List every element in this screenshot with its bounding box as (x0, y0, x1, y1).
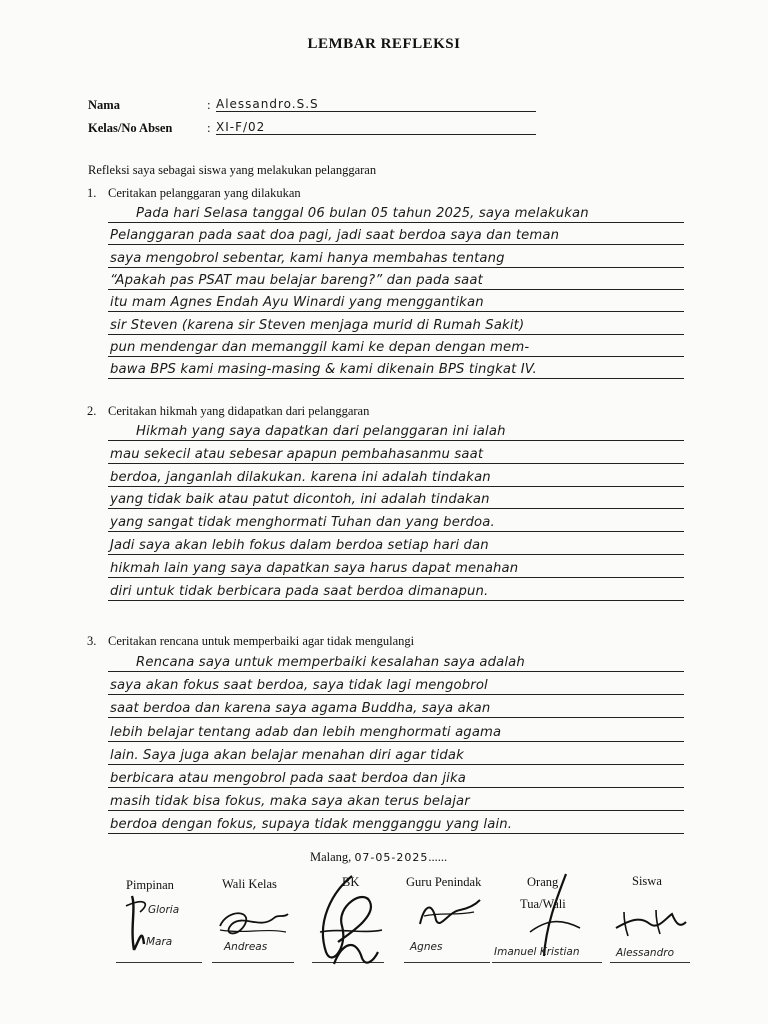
siswa-signature (610, 904, 690, 944)
answer-line-rule (108, 600, 684, 601)
date-line (310, 850, 447, 865)
section-3-number: 3. (87, 634, 97, 648)
answer-line-rule (108, 810, 684, 811)
answer-line-text: berbicara atau mengobrol pada saat berdoa dan jika (110, 771, 466, 786)
answer-line-rule (108, 311, 684, 312)
class-colon: : (207, 120, 211, 135)
pimpinan-label: Pimpinan (126, 878, 174, 892)
orang-tua-name: Imanuel Kristian (494, 946, 580, 958)
answer-line-rule (108, 741, 684, 742)
section-3-prompt: Ceritakan rencana untuk memperbaiki agar tidak mengulangi (108, 634, 415, 648)
answer-line-text: pun mendengar dan memanggil kami ke depan dengan mem- (110, 339, 530, 355)
answer-line-rule (108, 289, 684, 290)
pimpinan-sign-line (116, 962, 202, 963)
guru-penindak-label: Guru Penindak (406, 875, 482, 889)
answer-line-rule (108, 267, 684, 268)
answer-line-text: bawa BPS kami masing-masing & kami dikenain BPS tingkat IV. (110, 362, 537, 378)
pimpinan-scrawl-1: Gloria (148, 904, 180, 916)
answer-line-text: lain. Saya juga akan belajar menahan diri agar tidak (110, 747, 464, 763)
answer-line-rule (108, 244, 684, 245)
answer-line-text: masih tidak bisa fokus, maka saya akan terus belajar (110, 794, 470, 810)
answer-line-text: sir Steven (karena sir Steven menjaga murid di Rumah Sakit) (110, 317, 525, 333)
answer-line-rule (108, 356, 684, 357)
orang-tua-sign-line (492, 962, 602, 963)
bk-signature (312, 872, 388, 972)
wali-kelas-name: Andreas (224, 941, 268, 953)
answer-line-rule (108, 833, 684, 834)
answer-line-rule (108, 717, 684, 718)
answer-line-rule (108, 531, 684, 532)
intro-text: Refleksi saya sebagai siswa yang melakukan pelanggaran (88, 163, 377, 177)
answer-line-text: hikmah lain yang saya dapatkan saya harus dapat menahan (110, 560, 519, 576)
name-label: Nama (88, 98, 120, 112)
answer-line-rule (108, 222, 684, 223)
wali-kelas-sign-line (212, 962, 294, 963)
class-value: XI-F/02 (216, 120, 266, 134)
answer-line-text: mau sekecil atau sebesar apapun pembahasanmu saat (110, 446, 484, 462)
siswa-label: Siswa (632, 874, 662, 888)
name-colon: : (207, 97, 211, 112)
orang-tua-label-1: Orang (527, 875, 559, 889)
answer-line-text: saya akan fokus saat berdoa, saya tidak lagi mengobrol (110, 678, 488, 694)
answer-line-text: Pelanggaran pada saat doa pagi, jadi saat berdoa saya dan teman (110, 228, 560, 244)
answer-line-rule (108, 671, 684, 672)
answer-line-rule (108, 463, 684, 464)
pimpinan-signature (122, 888, 202, 960)
answer-line-rule (108, 508, 684, 509)
answer-line-text: Jadi saya akan lebih fokus dalam berdoa setiap hari dan (110, 538, 489, 553)
bk-label: BK (342, 875, 360, 889)
answer-line-text: Rencana saya untuk memperbaiki kesalahan saya adalah (136, 655, 525, 670)
answer-line-rule (108, 554, 684, 555)
answer-line-rule (108, 694, 684, 695)
answer-line-text: saya mengobrol sebentar, kami hanya membahas tentang (110, 250, 505, 266)
guru-penindak-signature (414, 894, 484, 934)
name-value: Alessandro.S.S (216, 97, 319, 111)
siswa-name: Alessandro (616, 947, 674, 959)
answer-line-text: “Apakah pas PSAT mau belajar bareng?” dan pada saat (110, 272, 483, 288)
class-label: Kelas/No Absen (88, 121, 173, 135)
answer-line-rule (108, 440, 684, 441)
answer-line-rule (108, 486, 684, 487)
answer-line-text: diri untuk tidak berbicara pada saat berdoa dimanapun. (110, 583, 489, 599)
answer-line-text: Pada hari Selasa tanggal 06 bulan 05 tahun 2025, saya melakukan (136, 206, 589, 221)
answer-line-text: yang sangat tidak menghormati Tuhan dan yang berdoa. (110, 515, 495, 531)
section-1-number: 1. (87, 186, 97, 200)
section-2-prompt: Ceritakan hikmah yang didapatkan dari pelanggaran (108, 404, 370, 418)
section-2-number: 2. (87, 404, 97, 418)
answer-line-text: yang tidak baik atau patut dicontoh, ini adalah tindakan (110, 492, 490, 508)
answer-line-text: lebih belajar tentang adab dan lebih menghormati agama (110, 724, 502, 740)
orang-tua-label-2: Tua/Wali (520, 897, 566, 911)
answer-line-text: berdoa dengan fokus, supaya tidak mengganggu yang lain. (110, 817, 513, 833)
answer-line-text: itu mam Agnes Endah Ayu Winardi yang menggantikan (110, 295, 484, 311)
section-1-prompt: Ceritakan pelanggaran yang dilakukan (108, 186, 301, 200)
guru-penindak-sign-line (404, 962, 490, 963)
name-underline (216, 111, 536, 112)
class-underline (216, 134, 536, 135)
date-dots: ...... (428, 850, 448, 864)
guru-penindak-name: Agnes (410, 941, 443, 953)
answer-line-text: berdoa, janganlah dilakukan. karena ini adalah tindakan (110, 469, 491, 485)
date-value: 07-05-2025 (354, 851, 429, 864)
answer-line-rule (108, 787, 684, 788)
page-title: LEMBAR REFLEKSI (307, 36, 461, 52)
siswa-sign-line (610, 962, 690, 963)
answer-line-text: saat berdoa dan karena saya agama Buddha, saya akan (110, 701, 491, 717)
answer-line-rule (108, 378, 684, 379)
answer-line-rule (108, 334, 684, 335)
answer-line-text: Hikmah yang saya dapatkan dari pelanggaran ini ialah (136, 424, 506, 439)
pimpinan-scrawl-2: Mara (146, 936, 173, 948)
answer-line-rule (108, 764, 684, 765)
answer-line-rule (108, 577, 684, 578)
date-prefix: Malang, (310, 850, 355, 864)
wali-kelas-label: Wali Kelas (222, 877, 277, 891)
